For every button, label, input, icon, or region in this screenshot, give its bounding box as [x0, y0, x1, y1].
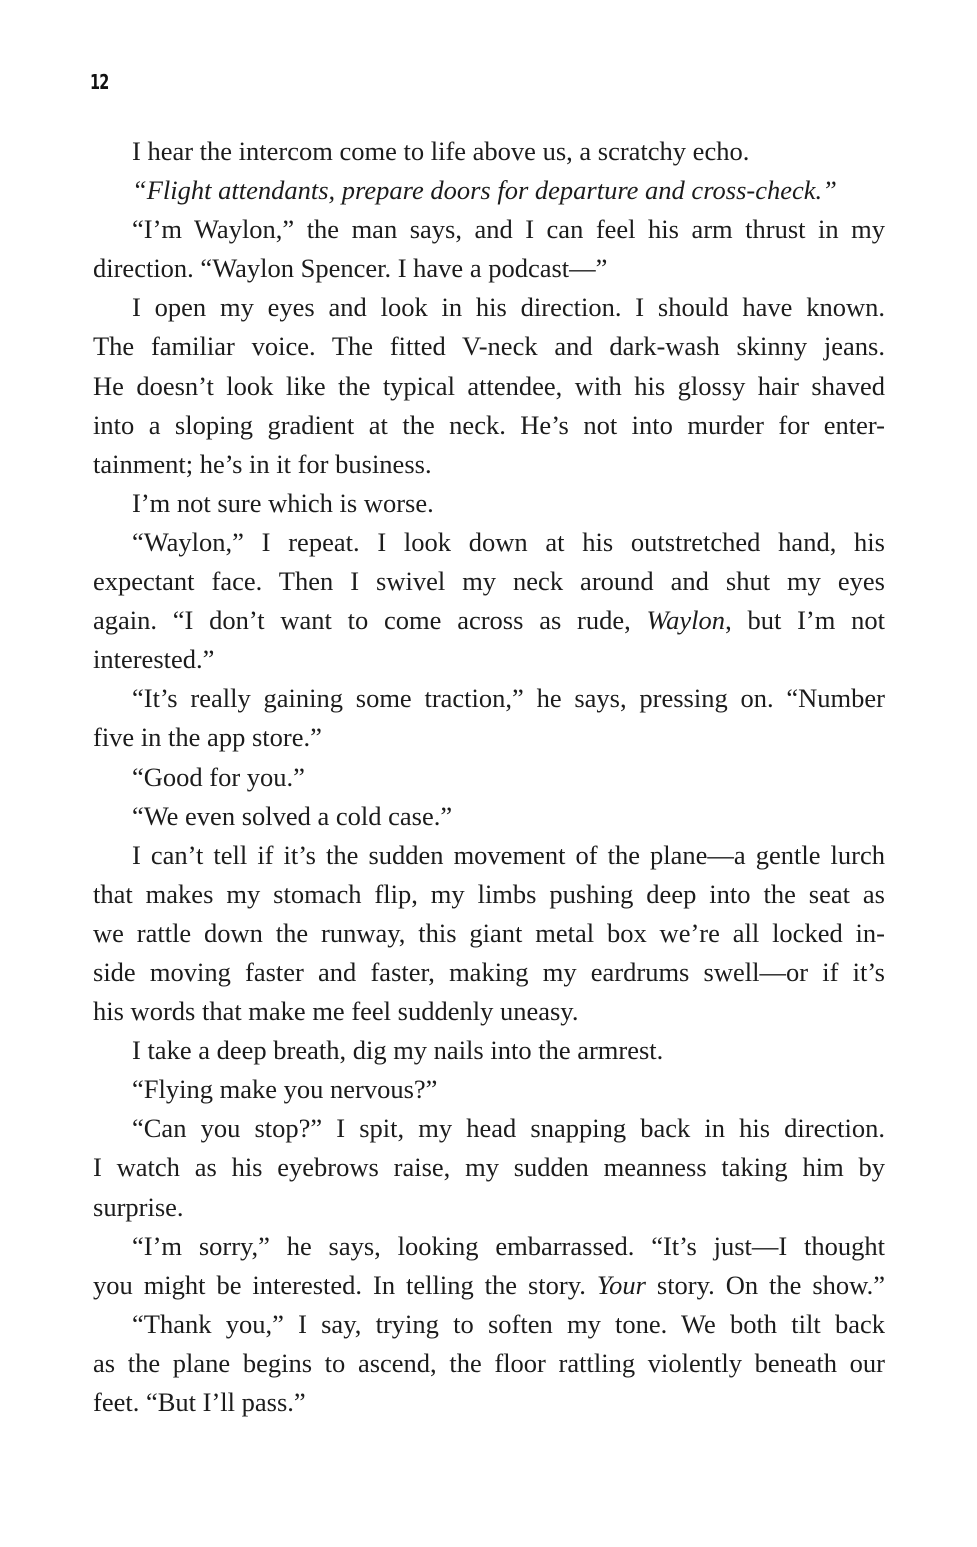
text-line: The familiar voice. The fitted V-neck and dark-wash skinny jeans.: [93, 331, 885, 362]
text-line: I’m not sure which is worse.: [132, 487, 434, 518]
text-line: “Good for you.”: [132, 761, 305, 792]
text-segment: story. On the show.”: [645, 1269, 885, 1300]
text-line: I take a deep breath, dig my nails into the armrest.: [132, 1035, 664, 1066]
text-line: tainment; he’s in it for business.: [93, 448, 432, 479]
text-line: side moving faster and faster, making my eardrums swell—or if it’s: [93, 956, 885, 987]
page-number: 12: [90, 70, 109, 94]
text-segment: , but I’m not: [725, 605, 885, 636]
text-line: [93, 1266, 885, 1305]
text-line: “I’m sorry,” he says, looking embarrassed. “It’s just—I thought: [132, 1230, 885, 1261]
text-line: five in the app store.”: [93, 722, 322, 753]
text-line: his words that make me feel suddenly uneasy.: [93, 996, 579, 1027]
text-line: we rattle down the runway, this giant metal box we’re all locked in-: [93, 917, 885, 948]
text-line: “Flight attendants, prepare doors for departure and cross-check.”: [132, 175, 837, 206]
text-line: “I’m Waylon,” the man says, and I can feel his arm thrust in my: [132, 214, 885, 245]
text-line: feet. “But I’ll pass.”: [93, 1387, 306, 1417]
text-line: “Thank you,” I say, trying to soften my tone. We both tilt back: [132, 1308, 885, 1339]
text-line: “It’s really gaining some traction,” he says, pressing on. “Number: [132, 683, 885, 714]
text-segment: again. “I don’t want to come across as rude,: [93, 605, 647, 636]
text-line: I can’t tell if it’s the sudden movement of the plane—a gentle lurch: [132, 839, 885, 870]
text-line: He doesn’t look like the typical attendee, with his glossy hair shaved: [93, 370, 885, 401]
text-line: into a sloping gradient at the neck. He’s not into murder for enter-: [93, 409, 885, 440]
text-line: I hear the intercom come to life above us, a scratchy echo.: [132, 136, 750, 166]
text-segment: you might be interested. In telling the story.: [93, 1269, 597, 1300]
text-line: interested.”: [93, 644, 215, 675]
text-line: I open my eyes and look in his direction. I should have known.: [132, 292, 885, 323]
text-line: “Waylon,” I repeat. I look down at his outstretched hand, his: [132, 526, 885, 557]
text-line: that makes my stomach flip, my limbs pushing deep into the seat as: [93, 878, 885, 909]
text-line: “Flying make you nervous?”: [132, 1074, 438, 1105]
italic-segment: Your: [596, 1269, 646, 1300]
text-line: expectant face. Then I swivel my neck around and shut my eyes: [93, 566, 885, 597]
italic-segment: Waylon: [646, 605, 726, 636]
text-line: “Can you stop?” I spit, my head snapping back in his direction.: [132, 1113, 885, 1144]
text-line: direction. “Waylon Spencer. I have a podcast—”: [93, 253, 608, 284]
text-line: [93, 601, 885, 640]
text-line: surprise.: [93, 1191, 184, 1222]
body-text: [93, 132, 885, 1422]
text-line: “We even solved a cold case.”: [132, 800, 453, 831]
text-line: as the plane begins to ascend, the floor rattling violently beneath our: [93, 1347, 885, 1378]
text-line: I watch as his eyebrows raise, my sudden meanness taking him by: [93, 1152, 885, 1183]
